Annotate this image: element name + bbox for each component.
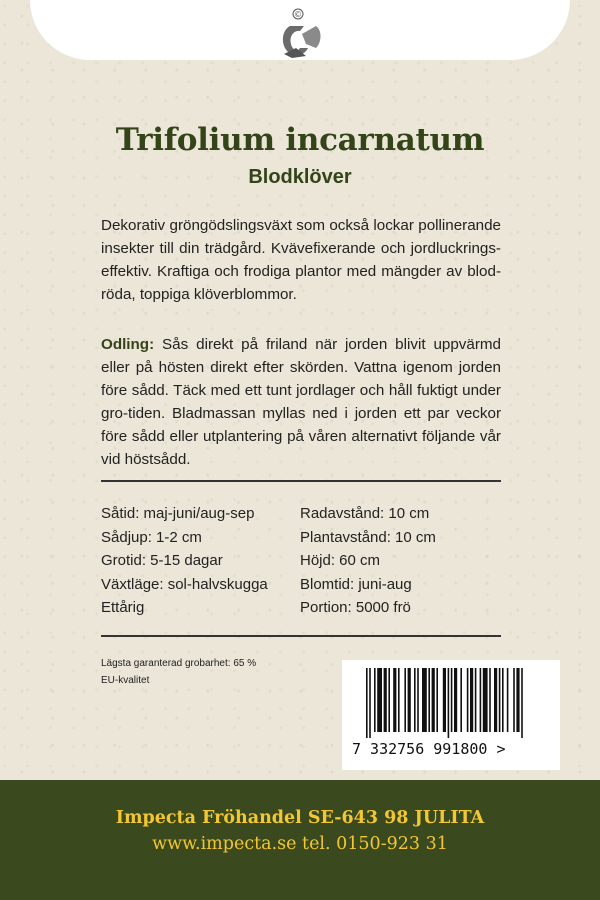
spec-location: Växtläge: sol-halvskugga [101, 575, 268, 593]
barcode-bar [369, 668, 371, 738]
barcode-bar [404, 668, 406, 732]
cultivation-text: Sås direkt på friland när jorden blivit uppvärmd eller på hösten direkt efter skörden. Vattna igenom jorden före sådd. Täck med ett tunt jordlager och håll fuktigt under gro-tiden. Bladmassan myllas ned i jorden ett par veckor före sådd eller utplantering på våren alternativt följande vår vid höstsådd. [101, 336, 501, 468]
barcode-bar [502, 668, 504, 732]
cultivation-paragraph [101, 333, 501, 471]
barcode-bar [443, 668, 446, 732]
description-paragraph: Dekorativ gröngödslingsväxt som också lockar pollinerande insekter till din trädgård. Kvävefixerande och jordluckrings-effektiv. Kraftiga och frodiga plantor med mängder av blod-röda, toppiga klöverblommor. [101, 217, 501, 303]
specs-right-column [300, 502, 436, 620]
spec-portion: Portion: 5000 frö [300, 599, 411, 616]
barcode-bar [398, 668, 400, 732]
spec-plant-spacing: Plantavstånd: 10 cm [300, 528, 436, 546]
barcode-bar [460, 668, 462, 732]
barcode-bar [470, 668, 473, 732]
spec-sowing-time: Såtid: maj-juni/aug-sep [101, 505, 255, 522]
barcode-bar [417, 668, 419, 732]
common-name: Blodklöver [248, 166, 352, 188]
barcode-bar [432, 668, 435, 732]
copyright-mark: © [294, 10, 302, 19]
barcode-bar [428, 668, 430, 732]
barcode-bar [513, 668, 515, 732]
barcode-bar [374, 668, 376, 732]
barcode [342, 660, 560, 770]
footer-company: Impecta Fröhandel SE-643 98 JULITA [115, 808, 485, 828]
barcode-bar [366, 668, 368, 738]
barcode-bar [516, 668, 519, 732]
spec-bloom-time: Blomtid: juni-aug [300, 575, 412, 593]
barcode-number: 7 332756 991800 > [352, 740, 506, 758]
barcode-bar [436, 668, 438, 732]
barcode-bar [454, 668, 457, 732]
barcode-bar [414, 668, 416, 732]
spec-row-spacing: Radavstånd: 10 cm [300, 505, 430, 522]
barcode-bar [393, 668, 396, 732]
quality-note: EU-kvalitet [101, 675, 150, 686]
barcode-bar [489, 668, 491, 732]
barcode-bar [384, 668, 387, 732]
barcode-bar [475, 668, 477, 732]
barcode-bars-icon [342, 660, 560, 740]
barcode-bar [377, 668, 382, 732]
barcode-bar [388, 668, 390, 732]
footer-contact: www.impecta.se tel. 0150-923 31 [152, 834, 448, 854]
barcode-bar [507, 668, 509, 732]
impecta-logo-icon [276, 4, 326, 60]
divider-top [101, 480, 501, 482]
barcode-bar [451, 668, 453, 732]
barcode-bar [494, 668, 497, 732]
spec-height: Höjd: 60 cm [300, 552, 381, 569]
germination-note: Lägsta garanterad grobarhet: 65 % [101, 658, 257, 669]
cultivation-label: Odling: [101, 336, 155, 353]
spec-lifecycle: Ettårig [101, 599, 145, 616]
barcode-bar [483, 668, 488, 732]
barcode-bar [422, 668, 427, 732]
barcode-bar [499, 668, 501, 732]
barcode-bar [480, 668, 482, 732]
spec-sowing-depth: Sådjup: 1-2 cm [101, 528, 202, 546]
divider-bottom [101, 635, 501, 637]
barcode-bar [448, 668, 450, 738]
page-title: Trifolium incarnatum [115, 122, 485, 158]
spec-germination-time: Grotid: 5-15 dagar [101, 552, 223, 569]
barcode-bar [467, 668, 469, 732]
barcode-bar [408, 668, 411, 732]
specs-left-column [101, 502, 268, 620]
barcode-bar [521, 668, 523, 738]
